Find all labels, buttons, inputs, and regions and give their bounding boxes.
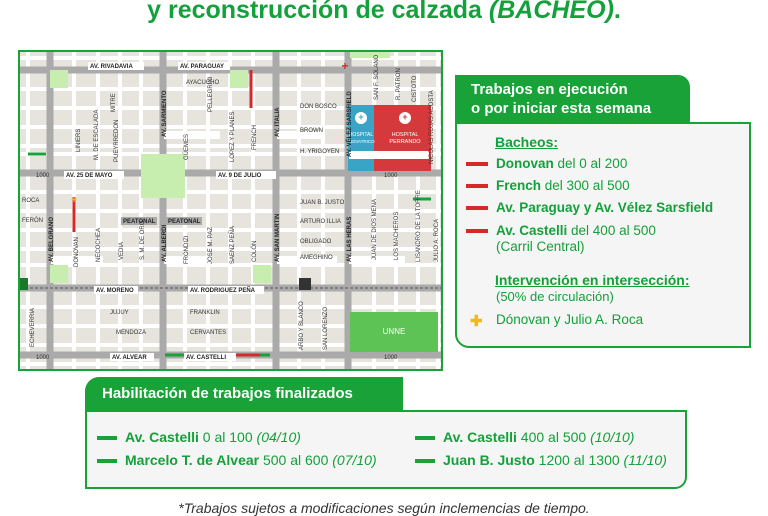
page-title: y reconstrucción de calzada (BACHEO). <box>147 0 621 24</box>
intersection-note: (50% de circulación) <box>496 289 614 304</box>
street-label: CISTOTO <box>412 75 418 102</box>
red-line-icon <box>466 206 488 210</box>
street-label: PEATONAL <box>123 219 156 225</box>
street-label: AV. ALVEAR <box>112 355 147 361</box>
street-label: AV. ALBERDI <box>162 224 168 262</box>
park <box>350 52 390 58</box>
intersection-icon: + <box>71 195 77 206</box>
work-item-castelli-note: (Carril Central) <box>496 239 585 254</box>
green-line-icon <box>97 459 117 463</box>
street-label: S. M. DE ORO <box>140 220 146 260</box>
map-canvas <box>20 52 441 369</box>
street-label: 1000 <box>36 173 50 179</box>
street-label: AV. SAN MARTIN <box>275 213 281 262</box>
street-label: NICOLAS ROJAS ACOSTA <box>429 90 435 164</box>
station-icon <box>299 278 311 290</box>
street-label: SAENZ PEÑA <box>230 225 236 264</box>
park <box>253 265 271 283</box>
hospital-pediatrico-label: HOSPITAL <box>348 132 374 138</box>
intersection-item: Dónovan y Julio A. Roca <box>496 312 644 327</box>
street-label: AYACUCHO <box>186 80 220 86</box>
red-line-icon <box>466 162 488 166</box>
street-label: AV. SARMIENTO <box>162 90 168 137</box>
street-label: AV. LAS HERAS <box>347 216 353 262</box>
street-label: MENDOZA <box>116 330 146 336</box>
footnote: *Trabajos sujetos a modificaciones según inclemencias de tiempo. <box>178 500 590 516</box>
street-label: DON BOSCO <box>300 104 337 110</box>
finished-item: Marcelo T. de Alvear 500 al 600 (07/10) <box>97 452 377 468</box>
street-label: AV. 25 DE MAYO <box>66 173 113 179</box>
plaza-central <box>141 154 185 198</box>
street-label: COLÓN <box>252 240 258 262</box>
red-line-icon <box>466 184 488 188</box>
finished-item: Av. Castelli 400 al 500 (10/10) <box>415 429 634 445</box>
street-label: ECHEVERRIA <box>30 307 36 347</box>
green-line-icon <box>415 436 435 440</box>
street-label: SAN LORENZO <box>323 306 329 350</box>
street-label: 1000 <box>384 355 398 361</box>
street-label: LOPEZ Y PLANES <box>230 111 236 162</box>
finished-heading: Habilitación de trabajos finalizados <box>85 377 403 411</box>
street-label: PEATONAL <box>168 219 201 225</box>
bacheos-title: Bacheos: <box>495 134 559 150</box>
street-label: DONOVAN <box>74 237 80 267</box>
street-label: AV. 9 DE JULIO <box>218 173 262 179</box>
work-paraguay-velez-icon: + <box>341 59 349 73</box>
finished-item: Juan B. Justo 1200 al 1300 (11/10) <box>415 452 667 468</box>
street-label: FRONDIZI <box>184 235 190 264</box>
street-label: AV. BELGRANO <box>49 216 55 262</box>
red-line-icon <box>466 229 488 233</box>
street-label: VEDIA <box>119 241 125 260</box>
intersection-title: Intervención en intersección: <box>495 272 690 288</box>
in-progress-heading: Trabajos en ejecución o por iniciar esta semana <box>455 75 690 123</box>
green-line-icon <box>415 459 435 463</box>
street-label: AV. MORENO <box>96 288 134 294</box>
street-label: ROCA <box>22 198 40 204</box>
street-label: JOSE M. PAZ <box>208 227 214 264</box>
street-label: OBLIGADO <box>300 239 332 245</box>
street-label: PUEYRREDON <box>114 119 120 162</box>
street-label: PELLEGRINI <box>208 76 214 112</box>
street-label: ARBO Y BLANCO <box>299 301 305 350</box>
street-label: LISANDRO DE LA TORRE <box>416 190 422 262</box>
work-item-castelli: Av. Castelli del 400 al 500 <box>466 223 656 238</box>
street-label: GÜEMES <box>184 133 190 160</box>
map-edge-marker <box>20 278 28 290</box>
street-label: AV. RODRIGUEZ PEÑA <box>190 288 256 294</box>
street-label: FRENCH <box>252 125 258 150</box>
unne-label: UNNE <box>382 327 406 336</box>
street-label: NECOCHEA <box>96 227 102 262</box>
street-label: CERVANTES <box>190 330 227 336</box>
work-item-donovan: Donovan del 0 al 200 <box>466 156 627 171</box>
street-label: LINIERS <box>76 128 82 152</box>
street-label: JUJUY <box>110 310 129 316</box>
street-label: AV. RIVADAVIA <box>90 64 133 70</box>
street-label: M. DE ESCALADA <box>94 109 100 160</box>
street-label: ARTURO ILLIA <box>300 219 341 225</box>
yellow-plus-icon: ✚ <box>470 313 483 330</box>
park <box>230 70 248 88</box>
street-label: 1000 <box>384 173 398 179</box>
street-label: FERÓN <box>22 218 43 224</box>
green-line-icon <box>97 436 117 440</box>
street-label: AV. VÉLEZ SARSFIELD <box>347 91 353 157</box>
street-label: AMEGHINO <box>300 255 333 261</box>
street-label: AV. ITALIA <box>275 107 281 137</box>
finished-panel <box>85 410 687 489</box>
finished-item: Av. Castelli 0 al 100 (04/10) <box>97 429 301 445</box>
svg-text:+: + <box>358 112 364 122</box>
label-bg <box>349 151 429 159</box>
street-label: JUAN DE DIOS MENA <box>372 198 378 260</box>
street-label: AV. PARAGUAY <box>180 64 225 70</box>
street-label: FRANKLIN <box>190 310 220 316</box>
work-item-french: French del 300 al 500 <box>466 178 630 193</box>
street-label: 1000 <box>36 355 50 361</box>
street-label: H. YRIGOYEN <box>300 149 340 155</box>
street-label: MITRE <box>111 93 117 112</box>
street-label: JULIO A. ROCA <box>434 218 440 262</box>
label-bg <box>164 131 220 139</box>
street-label: BROWN <box>300 128 323 134</box>
work-item-paraguay: Av. Paraguay y Av. Vélez Sarsfield <box>466 200 713 215</box>
park <box>50 70 68 88</box>
hospital-perrando-label: HOSPITAL <box>391 132 419 138</box>
street-label: JUAN B. JUSTO <box>300 200 345 206</box>
city-map[interactable] <box>18 50 443 371</box>
street-label: LOS MACHEROS <box>394 211 400 260</box>
svg-text:PERRANDO: PERRANDO <box>389 139 421 145</box>
street-label: SAN F. SOLANO <box>374 54 380 100</box>
svg-text:+: + <box>402 112 408 122</box>
street-label: AV. CASTELLI <box>186 355 227 361</box>
street-label: R. PATRON <box>396 68 402 100</box>
park <box>50 265 68 283</box>
svg-text:PEDIATRICO: PEDIATRICO <box>347 139 375 144</box>
